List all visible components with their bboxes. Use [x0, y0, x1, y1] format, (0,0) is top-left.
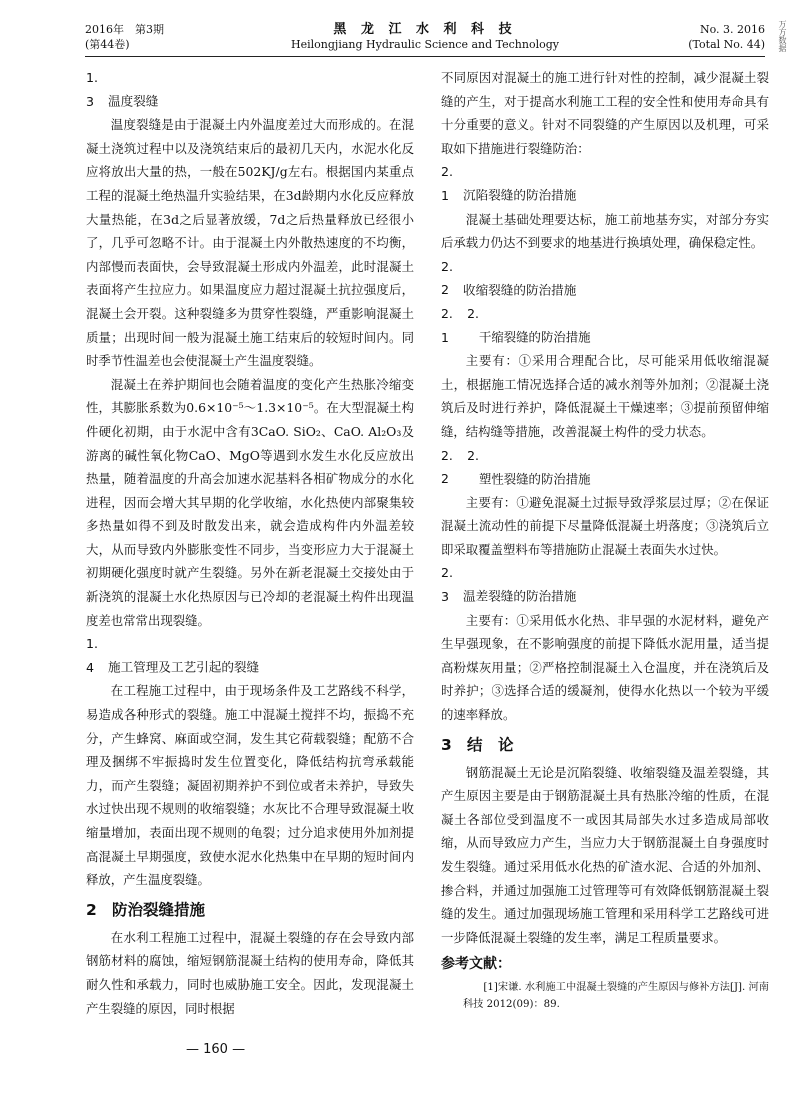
section-heading-2-2-2: 2. 2. 2 塑性裂缝的防治措施 — [441, 447, 591, 487]
section-heading-2: 2 防治裂缝措施 — [86, 900, 206, 919]
paragraph: 温度裂缝是由于混凝土内外温度差过大而形成的。在混凝土浇筑过程中以及浇筑结束后的最初几天内，水泥水化反应将放出大量的热，一般在502KJ/g左右。根据国内某重点工程的混凝土绝热温升实验结果，在3d龄期内水化反应释放大量热能，在3d之后显著放缓，7d之后热量释放已经很小了，几乎可忽略不计。由于混凝土内外散热速度的不均衡，内部慢而表面快，会导致混凝土形成内外温差，此时混凝土表面将产生拉应力。如果温度应力超过混凝土抗拉强度后，混凝土会开裂。这种裂缝多为贯穿性裂缝，严重影响混凝土质量；出现时间一般为混凝土施工结束后的较短时间内。同时季节性温差也会使混凝土产生温度裂缝。 — [86, 117, 414, 369]
side-watermark: 万方数据 — [778, 20, 787, 52]
journal-title: 黑 龙 江 水 利 科 技 Heilongjiang Hydraulic Science and Technology — [291, 22, 559, 51]
header-issue: 2016年 第3期 (第44卷) — [85, 23, 164, 51]
paragraph: 在工程施工过程中，由于现场条件及工艺路线不科学，易造成各种形式的裂缝。施工中混凝土搅拌不均，振捣不充分，产生蜂窝、麻面或空洞，发生其它荷载裂缝；配筋不合理及捆绑不牢振捣时发生位置变化，降低结构抗弯承载能力，而产生裂缝；凝固初期养护不到位或者未养护，导致失水过快出现不规则的收缩裂缝；水灰比不合理导致混凝土收缩量增加，表面出现不规则的龟裂；过分追求使用外加剂提高混凝土早期强度，致使水泥水化热集中在早期的短时间内释放，产生温度裂缝。 — [86, 683, 414, 888]
section-heading-1-3: 1. 3 温度裂缝 — [86, 70, 159, 109]
section-heading-2-1: 2. 1 沉陷裂缝的防治措施 — [441, 164, 577, 203]
section-heading-1-4: 1. 4 施工管理及工艺引起的裂缝 — [86, 636, 260, 675]
left-column — [86, 66, 414, 1020]
paragraph: 混凝土基础处理要达标，施工前地基夯实，对部分夯实后承载力仍达不到要求的地基进行换填处理，确保稳定性。 — [441, 211, 769, 251]
reference-item: [1]宋谦. 水利施工中混凝土裂缝的产生原因与修补方法[J]. 河南科技 2012(09)：89. — [463, 982, 769, 1011]
page-number: — 160 — — [186, 1042, 246, 1057]
section-heading-2-2: 2. 2 收缩裂缝的防治措施 — [441, 258, 577, 298]
paragraph: 不同原因对混凝土的施工进行针对性的控制，减少混凝土裂缝的产生，对于提高水利施工工程的安全性和使用寿命具有十分重要的意义。针对不同裂缝的产生原因以及机理，可采取如下措施进行裂缝防治： — [441, 70, 769, 156]
paragraph: 主要有：①采用低水化热、非早强的水泥材料，避免产生早强现象，在不影响强度的前提下降低水泥用量，适当提高粉煤灰用量；②严格控制混凝土入仓温度，并在浇筑后及时养护；③选择合适的缓凝剂，使得水化热以一个较为平缓的速率释放。 — [441, 612, 769, 723]
paragraph: 主要有：①避免混凝土过振导致浮浆层过厚；②在保证混凝土流动性的前提下尽量降低混凝土坍落度；③浇筑后立即采取覆盖塑料布等措施防止混凝土表面失水过快。 — [441, 494, 769, 557]
header-total-number: No. 3. 2016 (Total No. 44) — [688, 23, 765, 51]
section-heading-2-2-1: 2. 2. 1 干缩裂缝的防治措施 — [441, 305, 591, 345]
running-header — [85, 22, 765, 57]
right-column — [441, 66, 769, 1013]
paragraph: 混凝土在养护期间也会随着温度的变化产生热胀冷缩变性，其膨胀系数为0.6×10⁻⁵～1.3×10⁻⁵。在大型混凝土构件硬化初期，由于水泥中含有3CaO. SiO₂、CaO. Al₂O₃及游离的碱性氧化物CaO、MgO等遇到水发生水化反应放出热量，随着温度的升高会加速水泥基料各相矿物成分的水化进程，因而会增大其早期的化学收缩，水化热使内部聚集较多热量如得不到及时散发出来，就会造成构件内外温差较大，从而导致内外膨胀变性不同步，当变形应力大于混凝土初期硬化强度时就产生裂缝。另外在新老混凝土交接处由于新浇筑的混凝土水化热原因与已冷却的老混凝土构件出现温度差也常常出现裂缝。 — [86, 376, 414, 628]
paragraph: 在水利工程施工过程中，混凝土裂缝的存在会导致内部钢筋材料的腐蚀，缩短钢筋混凝土结构的使用寿命，降低其耐久性和承载力，同时也威胁施工安全。因此，发现混凝土产生裂缝的原因，同时根据 — [86, 929, 414, 1016]
section-heading-2-3: 2. 3 温差裂缝的防治措施 — [441, 565, 577, 605]
references-heading: 参考文献： — [441, 956, 511, 973]
paragraph: 主要有：①采用合理配合比，尽可能采用低收缩混凝土，根据施工情况选择合适的减水剂等外加剂；②混凝土浇筑后及时进行养护，降低混凝土干燥速率；③提前预留伸缩缝，结构缝等措施，改善混凝土构件的受力状态。 — [441, 353, 769, 439]
section-heading-3: 3 结 论 — [441, 735, 514, 754]
paragraph: 钢筋混凝土无论是沉陷裂缝、收缩裂缝及温差裂缝，其产生原因主要是由于钢筋混凝土具有热胀冷缩的性质，在混凝土各部位受到温度不一或因其局部失水过多造成局部收缩，从而导致应力产生，当应力大于钢筋混凝土自身强度时发生裂缝。通过采用低水化热的矿渣水泥、合适的外加剂、掺合料，并通过加强施工过管理等可有效降低钢筋混凝土裂缝的发生。通过加强现场施工管理和采用科学工艺路线可进一步降低混凝土裂缝的发生率，满足工程质量要求。 — [441, 764, 769, 945]
